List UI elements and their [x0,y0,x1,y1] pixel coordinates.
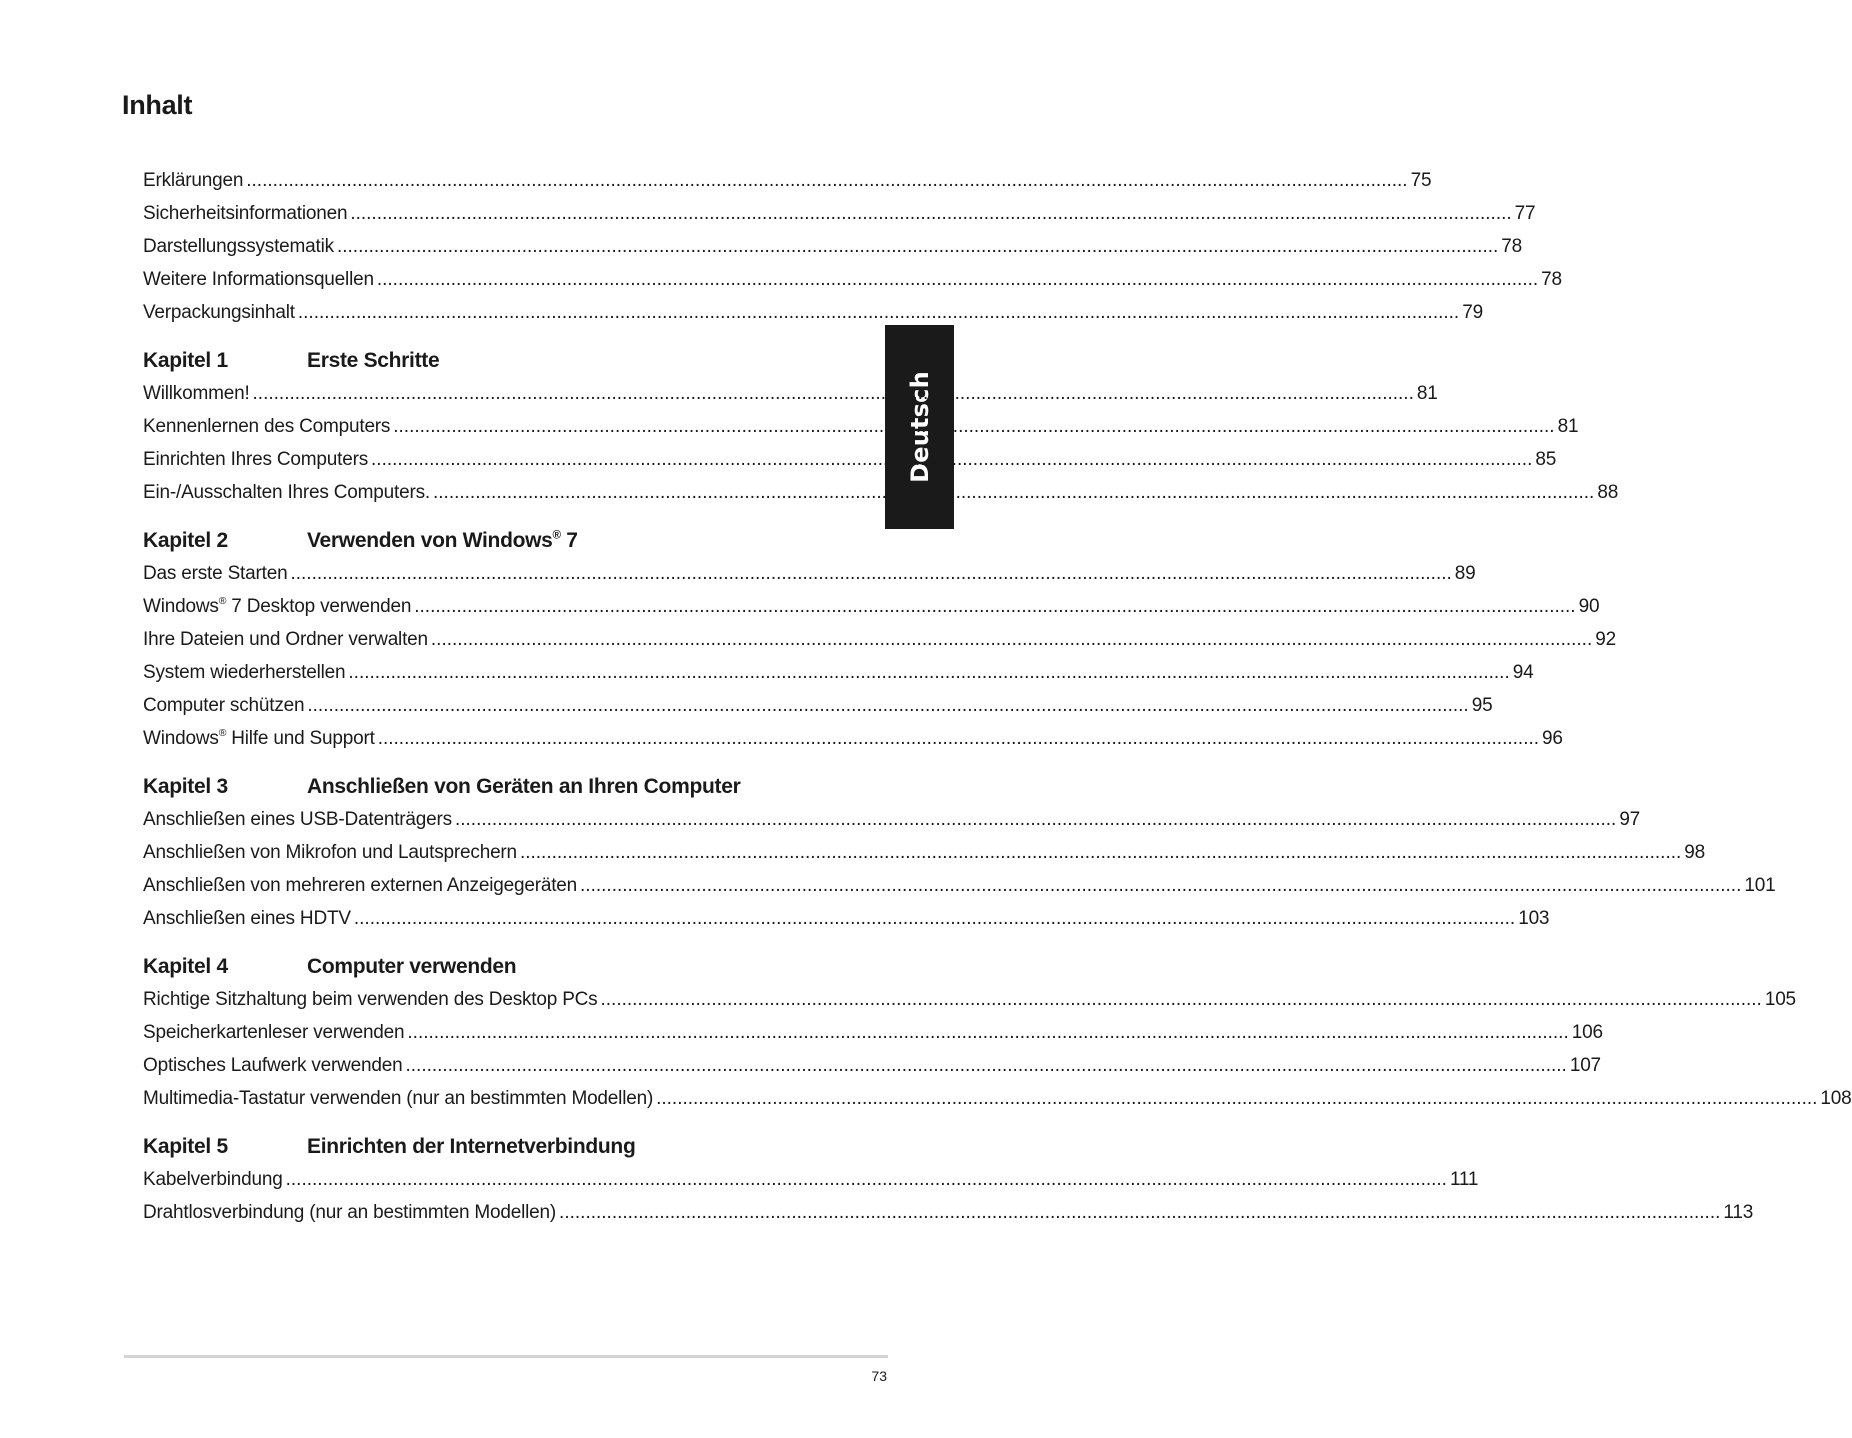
toc-leader-dots: ............................................................................................................................................................................................................................ [307,695,1469,716]
chapter-heading [143,524,804,557]
toc-entry [143,410,1579,443]
toc-page-number: 92 [1595,629,1616,650]
toc-entry-title: Anschließen eines USB-Datenträgers [143,809,452,830]
toc-entry-title: Darstellungssystematik [143,236,334,257]
toc-entry-title: Windows [143,596,219,617]
toc-entry [143,443,1557,476]
toc-page-number: 103 [1518,908,1550,929]
toc-front-matter [143,164,1562,329]
toc-entry-title: Speicherkartenleser verwenden [143,1022,405,1043]
toc-entry-title: Verpackungsinhalt [143,302,295,323]
toc-entry [143,803,1641,836]
toc-entry-label [143,1049,405,1082]
toc-leader-dots: ............................................................................................................................................................................................................................ [371,449,1533,470]
toc-entry-label [143,590,414,623]
chapter-title-text: Anschließen von Geräten an Ihren Computer [307,775,741,798]
toc-leader-dots: ............................................................................................................................................................................................................................ [246,170,1408,191]
toc-leader-dots: ............................................................................................................................................................................................................................ [350,203,1512,224]
toc-entry-title: Drahtlosverbindung (nur an bestimmten Modellen) [143,1202,557,1223]
toc-entry-title: Windows [143,728,219,749]
toc-entry [143,1082,1852,1115]
toc-entry-label [143,410,393,443]
toc-entry-label [143,230,337,263]
page-number: 73 [871,1368,887,1384]
chapter-title [307,344,439,377]
toc-entry-title: Das erste Starten [143,563,288,584]
toc-entry-title: Anschließen von Mikrofon und Lautsprechern [143,842,517,863]
toc-entry-label [143,1016,407,1049]
toc-entry [143,836,1706,869]
toc-entry-title: Computer schützen [143,695,305,716]
toc-entry-title: Kabelverbindung [143,1169,283,1190]
toc-leader-dots: ............................................................................................................................................................................................................................ [285,1169,1447,1190]
toc-entry [143,983,1796,1016]
toc-entry-title: Optisches Laufwerk verwenden [143,1055,403,1076]
toc-page-number: 108 [1820,1088,1852,1109]
toc-page-number: 75 [1410,170,1432,191]
toc-page-number: 81 [1557,416,1579,437]
toc-page-number: 81 [1416,383,1438,404]
footer-rule [124,1355,888,1358]
toc-leader-dots: ............................................................................................................................................................................................................................ [430,629,1593,650]
toc-entry-title-suffix: Hilfe und Support [226,728,375,749]
chapter-number: Kapitel 5 [143,1135,228,1158]
toc-entry-label [143,689,307,722]
chapter-title-text: Verwenden von Windows [307,529,553,552]
toc-leader-dots: ............................................................................................................................................................................................................................ [600,989,1762,1010]
toc-entry-title: Weitere Informationsquellen [143,269,374,290]
toc-leader-dots: ............................................................................................................................................................................................................................ [519,842,1682,863]
toc-entry-title: Ein-/Ausschalten Ihres Computers. [143,482,430,503]
toc-entry [143,164,1432,197]
chapter-heading [143,950,804,983]
chapter-number: Kapitel 2 [143,529,228,552]
toc-entry [143,1163,1479,1196]
toc-entry-label [143,902,354,935]
toc-leader-dots: ............................................................................................................................................................................................................................ [290,563,1452,584]
toc-entry [143,476,1619,509]
toc-entry [143,623,1616,656]
toc-entry-label [143,836,520,869]
toc-page-number: 105 [1764,989,1796,1010]
toc-leader-dots: ............................................................................................................................................................................................................................ [393,416,1555,437]
toc-leader-dots: ............................................................................................................................................................................................................................ [348,662,1510,683]
toc-entry-label [143,443,371,476]
toc-entry [143,869,1776,902]
toc-leader-dots: ............................................................................................................................................................................................................................ [376,269,1539,290]
toc-leader-dots: ............................................................................................................................................................................................................................ [297,302,1460,323]
toc-entry-title: Einrichten Ihres Computers [143,449,369,470]
chapter-heading [143,1130,804,1163]
registered-mark: ® [552,529,561,542]
toc-entry-label [143,557,290,590]
toc-page-number: 97 [1619,809,1641,830]
toc-leader-dots: ............................................................................................................................................................................................................................ [336,236,1499,257]
toc-entry [143,722,1563,755]
chapter-title-suffix: 7 [560,529,578,552]
toc-leader-dots: ............................................................................................................................................................................................................................ [252,383,1414,404]
toc-page-number: 95 [1471,695,1493,716]
toc-entry-title: Ihre Dateien und Ordner verwalten [143,629,428,650]
toc-entry-title: Kennenlernen des Computers [143,416,391,437]
toc-entry-label [143,263,377,296]
toc-entry [143,656,1534,689]
toc-entry-title: Anschließen eines HDTV [143,908,351,929]
toc-leader-dots: ............................................................................................................................................................................................................................ [377,728,1540,749]
toc-entry-label [143,476,433,509]
page-title: Inhalt [122,90,193,120]
toc-entry-label [143,1163,286,1196]
chapter-number: Kapitel 4 [143,955,228,978]
toc-entry-title-suffix: 7 Desktop verwenden [226,596,412,617]
chapter-title [307,950,516,983]
registered-mark: ® [218,596,227,608]
chapter-title-text: Erste Schritte [307,349,440,372]
chapter-title [307,770,740,803]
toc-page-number: 78 [1501,236,1523,257]
toc-entry [143,902,1550,935]
toc-entry [143,230,1523,263]
toc-leader-dots: ............................................................................................................................................................................................................................ [407,1022,1569,1043]
toc-page-number: 101 [1744,875,1776,896]
chapter-number: Kapitel 3 [143,775,228,798]
toc-entry [143,296,1483,329]
toc-leader-dots: ............................................................................................................................................................................................................................ [559,1202,1721,1223]
toc-entry-label [143,1082,656,1115]
toc-entry-title: System wiederherstellen [143,662,346,683]
toc-page-number: 88 [1597,482,1619,503]
toc-entry-title: Willkommen! [143,383,250,404]
toc-leader-dots: ............................................................................................................................................................................................................................ [353,908,1516,929]
toc-leader-dots: ............................................................................................................................................................................................................................ [405,1055,1567,1076]
toc-page-number: 107 [1569,1055,1601,1076]
toc-entry-label [143,803,455,836]
chapter-heading [143,770,804,803]
chapter-heading [143,344,804,377]
toc-page-number: 85 [1535,449,1557,470]
toc-entry-title: Erklärungen [143,170,244,191]
toc-entry [143,1196,1754,1229]
toc-page-number: 77 [1514,203,1536,224]
toc-entry-title: Anschließen von mehreren externen Anzeigegeräten [143,875,578,896]
toc-entry [143,557,1476,590]
toc-entry [143,689,1493,722]
toc-entry-title: Multimedia-Tastatur verwenden (nur an bestimmten Modellen) [143,1088,654,1109]
toc-leader-dots: ............................................................................................................................................................................................................................ [656,1088,1818,1109]
toc-entry-label [143,722,378,755]
toc-entry [143,263,1562,296]
toc-entry [143,1016,1603,1049]
toc-page-number: 90 [1578,596,1600,617]
toc-entry-title: Sicherheitsinformationen [143,203,348,224]
toc-page-number: 111 [1449,1169,1479,1190]
toc-leader-dots: ............................................................................................................................................................................................................................ [454,809,1617,830]
toc-entry [143,590,1600,623]
toc-entry-title: Richtige Sitzhaltung beim verwenden des Desktop PCs [143,989,598,1010]
chapter-title [307,1130,635,1163]
toc-entry-label [143,869,580,902]
toc-leader-dots: ............................................................................................................................................................................................................................ [414,596,1576,617]
toc-entry-label [143,164,246,197]
toc-entry-label [143,1196,559,1229]
toc-entry-label [143,623,431,656]
toc-entry [143,1049,1601,1082]
toc-page-number: 106 [1571,1022,1603,1043]
chapter-number: Kapitel 1 [143,349,228,372]
chapter-title-text: Einrichten der Internetverbindung [307,1135,636,1158]
toc-entry [143,377,1438,410]
toc-entry-label [143,296,298,329]
toc-page-number: 96 [1542,728,1563,749]
side-tab-label: Deutsch [905,371,934,483]
toc-leader-dots: ............................................................................................................................................................................................................................ [432,482,1595,503]
toc-entry-label [143,656,348,689]
toc-page-number: 113 [1723,1202,1754,1223]
toc-entry-label [143,377,253,410]
toc-page-number: 98 [1684,842,1706,863]
registered-mark: ® [218,728,227,740]
toc-page-number: 94 [1512,662,1534,683]
chapter-title-text: Computer verwenden [307,955,517,978]
toc-entry-label [143,983,600,1016]
toc-page-number: 79 [1462,302,1483,323]
toc-page-number: 89 [1454,563,1476,584]
chapter-title [307,524,578,557]
toc-page-number: 78 [1541,269,1562,290]
toc-leader-dots: ............................................................................................................................................................................................................................ [580,875,1742,896]
toc-entry-label [143,197,350,230]
toc-entry [143,197,1536,230]
